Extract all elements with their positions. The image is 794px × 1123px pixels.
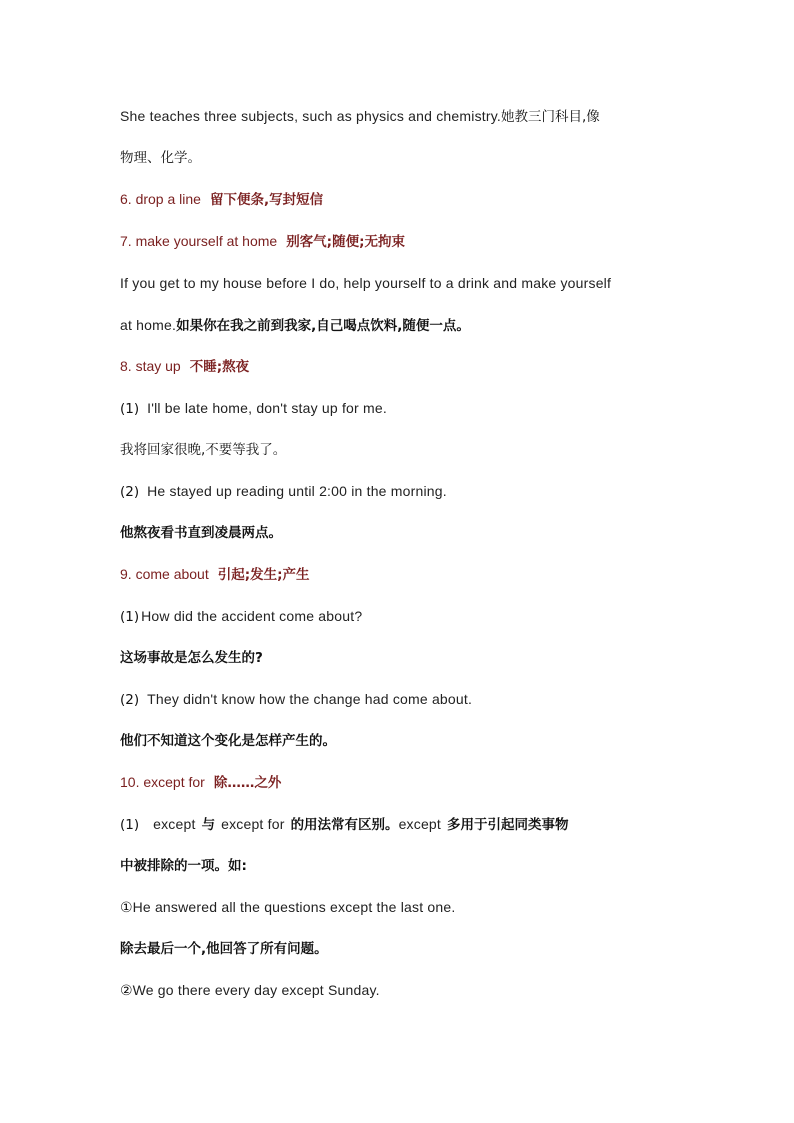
phrase-heading-chinese: 不睡;熬夜 (189, 359, 250, 375)
phrase-heading-9 (120, 564, 310, 585)
item-number: (1) (120, 609, 140, 625)
english-text: He answered all the questions except the last one. (132, 899, 456, 915)
phrase-heading-english: 6. drop a line (120, 191, 201, 207)
translation-line (120, 523, 282, 543)
chinese-text: 这场事故是怎么发生的? (120, 650, 263, 666)
english-text: We go there every day except Sunday. (132, 982, 380, 998)
english-text: How did the accident come about? (141, 608, 363, 624)
english-text: They didn't know how the change had come about. (147, 691, 473, 707)
chinese-text: 我将回家很晚,不要等我了。 (120, 442, 287, 458)
phrase-heading-6 (120, 189, 323, 210)
circled-number-two: ② (120, 983, 133, 999)
translation-line (120, 148, 201, 168)
phrase-heading-chinese: 别客气;随便;无拘束 (286, 234, 405, 250)
english-text: He stayed up reading until 2:00 in the morning. (147, 483, 447, 499)
item-number: (2) (120, 692, 140, 708)
phrase-heading-chinese: 除……之外 (213, 775, 282, 791)
phrase-heading-english: 10. except for (120, 774, 205, 790)
chinese-text: 物理、化学。 (120, 150, 201, 166)
english-text: I'll be late home, don't stay up for me. (147, 400, 387, 416)
usage-note-line (120, 856, 247, 876)
example-sentence-line (120, 273, 611, 294)
chinese-text: 除去最后一个,他回答了所有问题。 (120, 941, 328, 957)
translation-line (120, 939, 328, 959)
example-sentence-line (120, 106, 600, 127)
translation-line (120, 440, 286, 460)
example-sentence-line (120, 689, 472, 710)
chinese-text: 的用法常有区别。 (290, 817, 399, 833)
chinese-text: 她教三门科目,像 (500, 109, 600, 125)
english-text: She teaches three subjects, such as physics and chemistry. (120, 108, 501, 124)
english-text: except (153, 816, 196, 832)
phrase-heading-10 (120, 772, 281, 793)
item-number: (1) (120, 401, 140, 417)
chinese-text: 如果你在我之前到我家,自己喝点饮料,随便一点。 (176, 318, 470, 334)
example-sentence-line (120, 980, 380, 1001)
example-sentence-line (120, 897, 455, 918)
chinese-text: 中被排除的一项。如: (120, 858, 247, 874)
phrase-heading-english: 8. stay up (120, 358, 181, 374)
phrase-heading-7 (120, 231, 405, 252)
phrase-heading-chinese: 引起;发生;产生 (217, 567, 310, 583)
english-text: If you get to my house before I do, help yourself to a drink and make yourself (120, 275, 612, 291)
circled-number-one: ① (120, 900, 133, 916)
english-text: at home. (120, 317, 177, 333)
example-sentence-line (120, 606, 362, 627)
chinese-text: 多用于引起同类事物 (447, 817, 569, 833)
english-text: except for (221, 816, 285, 832)
chinese-text: 他们不知道这个变化是怎样产生的。 (120, 733, 336, 749)
chinese-text: 他熬夜看书直到凌晨两点。 (120, 525, 282, 541)
phrase-heading-english: 7. make yourself at home (120, 233, 278, 249)
item-number: (1) (120, 817, 140, 833)
chinese-text: 与 (201, 817, 216, 833)
example-sentence-line (120, 398, 387, 419)
phrase-heading-chinese: 留下便条,写封短信 (209, 192, 324, 208)
item-number: (2) (120, 484, 140, 500)
translation-line (120, 731, 336, 751)
translation-line (120, 648, 263, 668)
phrase-heading-8 (120, 356, 249, 377)
example-sentence-line (120, 481, 447, 502)
english-text: except (398, 816, 442, 832)
usage-note-line (120, 814, 569, 835)
phrase-heading-english: 9. come about (120, 566, 209, 582)
example-sentence-line (120, 315, 470, 336)
